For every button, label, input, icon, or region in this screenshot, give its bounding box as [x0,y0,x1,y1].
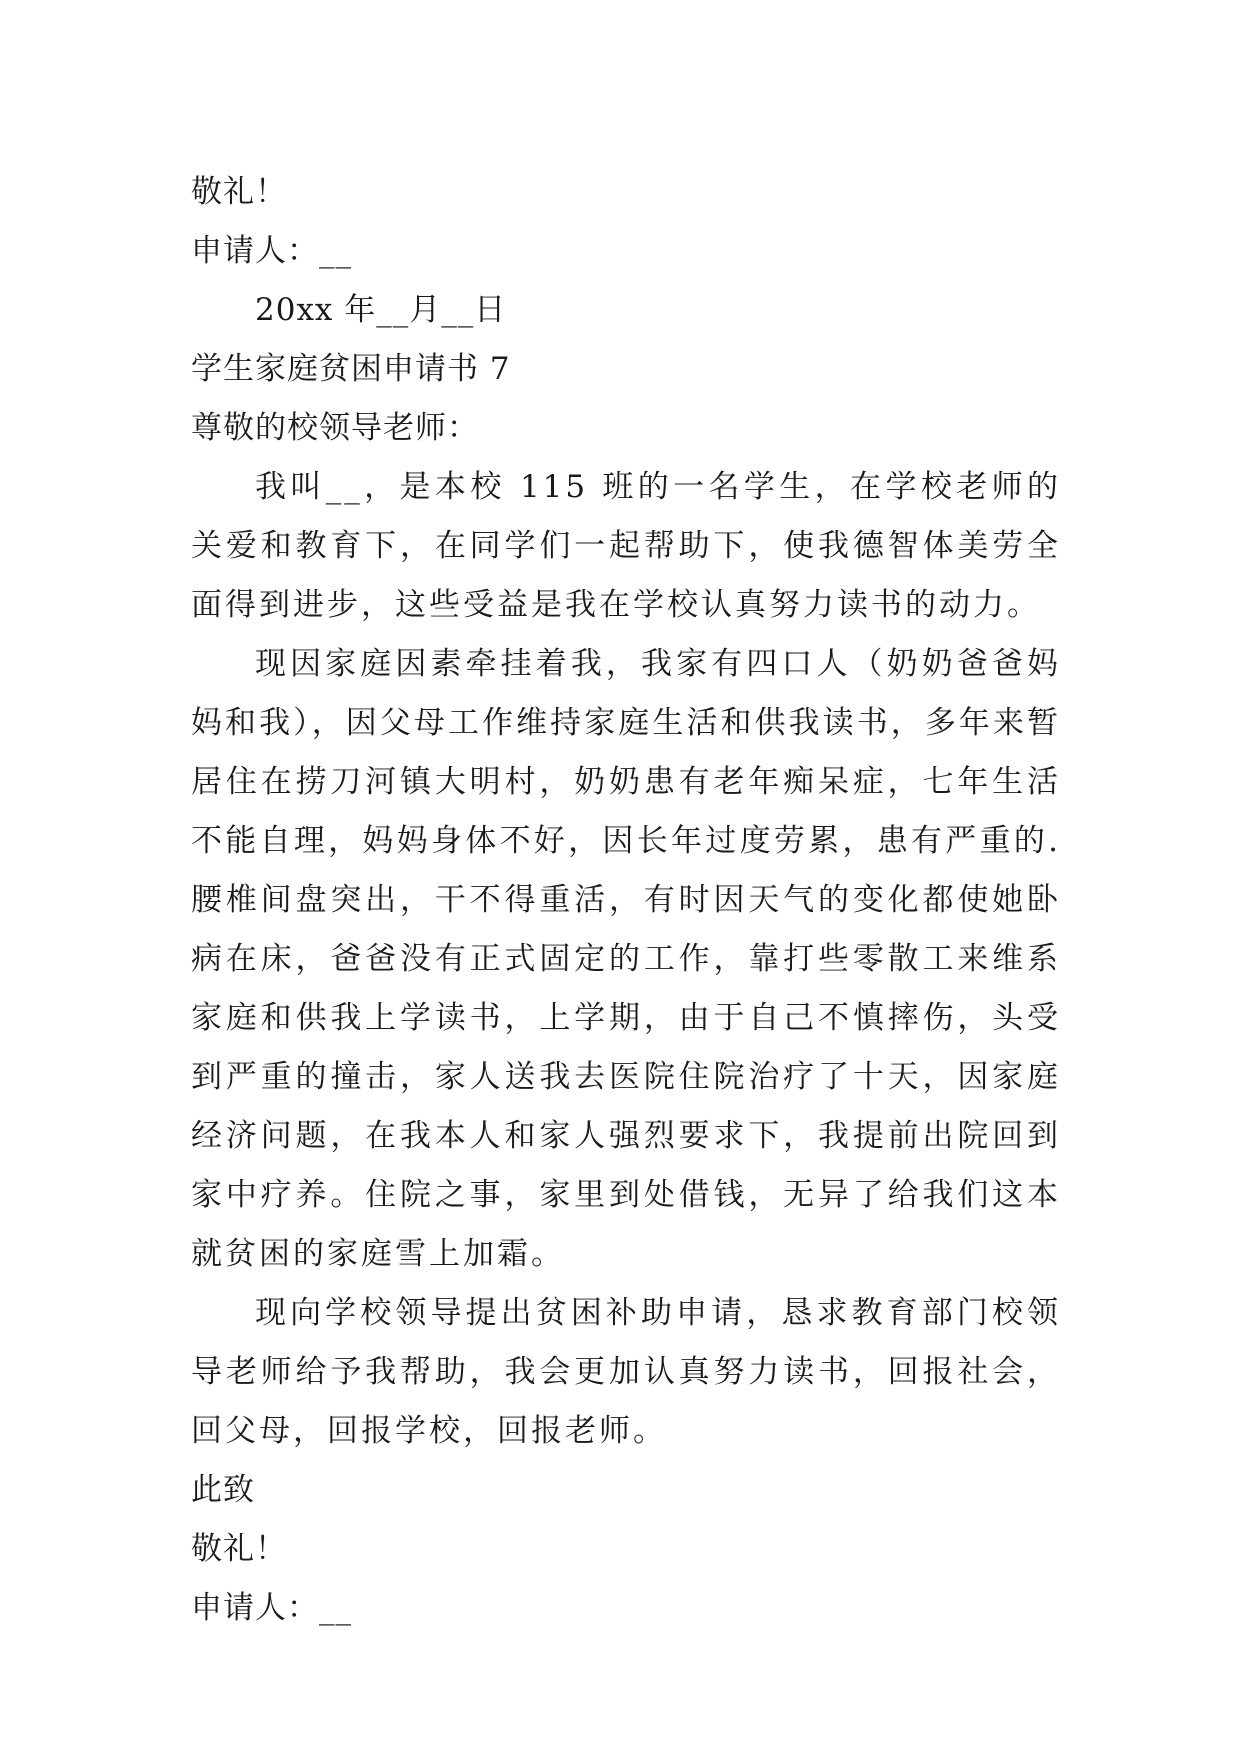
closing-phrase: 此致 [191,1472,255,1508]
section-title: 学生家庭贫困申请书 7 [191,351,511,387]
closing-salute: 敬礼！ [191,174,287,210]
closing-salute-2: 敬礼！ [191,1531,287,1567]
applicant-line-2: 申请人：__ [191,1590,352,1626]
paragraph-family-situation: 现因家庭因素牵挂着我，我家有四口人（奶奶爸爸妈妈和我），因父母工作维持家庭生活和供我读书，多年来暂居住在捞刀河镇大明村，奶奶患有老年痴呆症，七年生活不能自理，妈妈身体不好，因长年过度劳累，患有严重的.腰椎间盘突出，干不得重活，有时因天气的变化都使她卧病在床，爸爸没有正式固定的工作，靠打些零散工来维系家庭和供我上学读书，上学期，由于自己不慎摔伤，头受到严重的撞击，家人送我去医院住院治疗了十天，因家庭经济问题，在我本人和家人强烈要求下，我提前出院回到家中疗养。住院之事，家里到处借钱，无异了给我们这本就贫困的家庭雪上加霜。 [191,646,1061,1272]
paragraph-request: 现向学校领导提出贫困补助申请，恳求教育部门校领导老师给予我帮助，我会更加认真努力读书，回报社会，回父母，回报学校，回报老师。 [191,1295,1061,1449]
letter-body [191,163,1061,1638]
date-line: 20xx 年__月__日 [255,292,507,328]
salutation: 尊敬的校领导老师： [191,410,479,446]
applicant-line: 申请人：__ [191,233,352,269]
paragraph-intro: 我叫__，是本校 115 班的一名学生，在学校老师的关爱和教育下，在同学们一起帮助下，使我德智体美劳全面得到进步，这些受益是我在学校认真努力读书的动力。 [191,469,1061,623]
